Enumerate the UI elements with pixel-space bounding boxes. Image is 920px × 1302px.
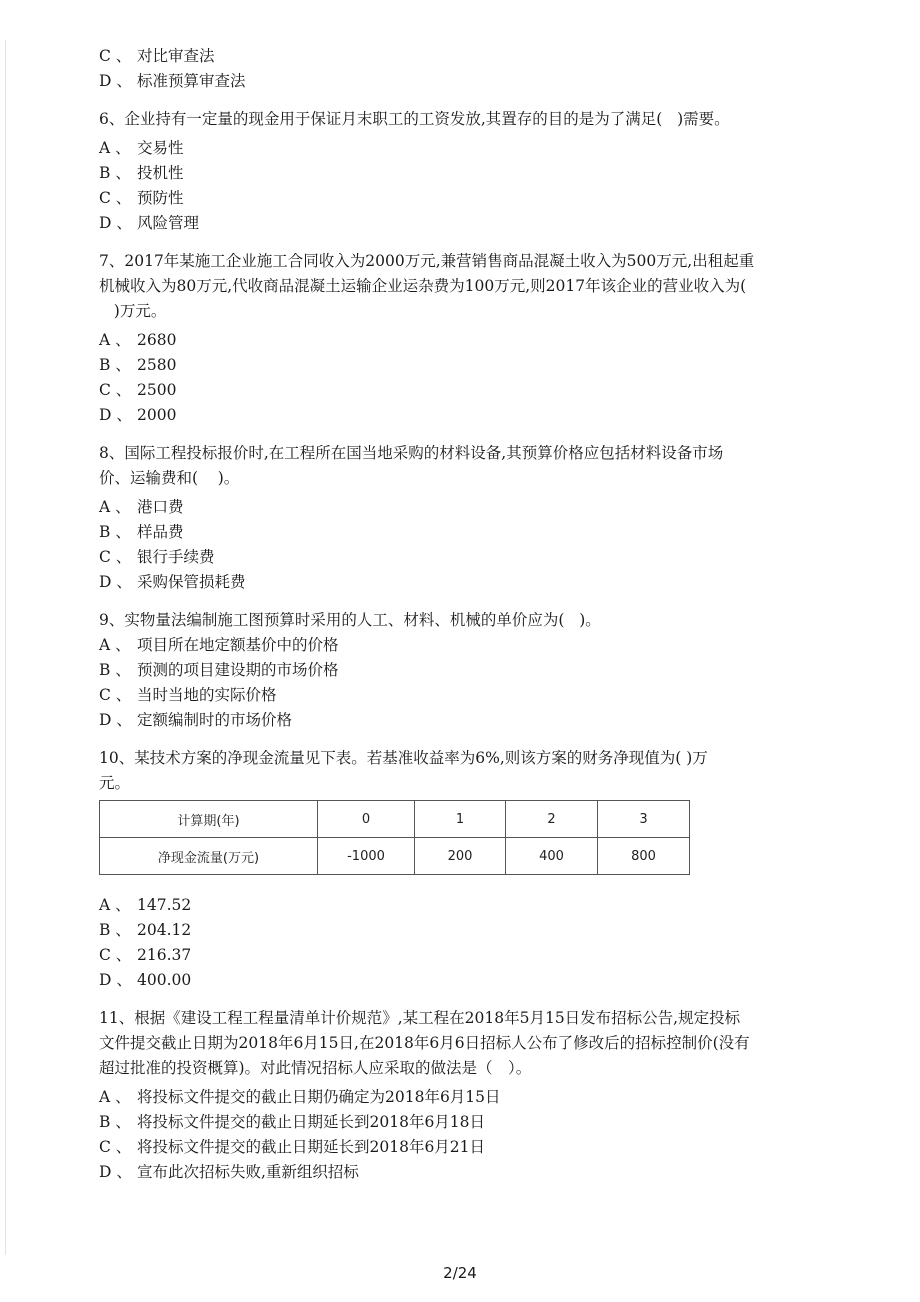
option-d: D 、 标准预算审查法 <box>99 72 246 90</box>
q9-option-c: C 、 当时当地的实际价格 <box>99 686 277 704</box>
page-number: 2/24 <box>443 1264 477 1282</box>
q6-option-a: A 、 交易性 <box>99 139 184 157</box>
q9-option-a: A 、 项目所在地定额基价中的价格 <box>99 636 339 654</box>
table-cell: 净现金流量(万元) <box>100 838 318 875</box>
question-9-stem: 9、实物量法编制施工图预算时采用的人工、材料、机械的单价应为( )。 <box>99 611 601 629</box>
table-row <box>100 838 690 875</box>
q10-option-c: C 、 216.37 <box>99 946 192 964</box>
q7-option-b: B 、 2580 <box>99 356 177 374</box>
table-cell: 200 <box>415 838 506 875</box>
question-7-stem: 7、2017年某施工企业施工合同收入为2000万元,兼营销售商品混凝土收入为500万元,出租起重 机械收入为80万元,代收商品混凝土运输企业运杂费为100万元,则2017年该企业的营业收入为( )万元。 <box>99 252 755 320</box>
q9-option-b: B 、 预测的项目建设期的市场价格 <box>99 661 339 679</box>
q6-option-d: D 、 风险管理 <box>99 214 200 232</box>
q8-option-b: B 、 样品费 <box>99 523 184 541</box>
table-cell: 1 <box>415 801 506 838</box>
page-left-border <box>5 40 6 1255</box>
table-cell: 400 <box>506 838 598 875</box>
cash-flow-table-wrapper <box>99 800 819 875</box>
q7-option-c: C 、 2500 <box>99 381 177 399</box>
q11-option-a: A 、 将投标文件提交的截止日期仍确定为2018年6月15日 <box>99 1088 501 1106</box>
question-10-stem: 10、某技术方案的净现金流量见下表。若基准收益率为6%,则该方案的财务净现值为( )万 元。 <box>99 749 708 792</box>
q9-option-d: D 、 定额编制时的市场价格 <box>99 711 293 729</box>
table-cell: 800 <box>598 838 690 875</box>
table-cell: 3 <box>598 801 690 838</box>
q8-option-d: D 、 采购保管损耗费 <box>99 573 246 591</box>
question-8-stem: 8、国际工程投标报价时,在工程所在国当地采购的材料设备,其预算价格应包括材料设备市场 价、运输费和( )。 <box>99 444 724 487</box>
table-cell: 0 <box>318 801 415 838</box>
q6-option-c: C 、 预防性 <box>99 189 184 207</box>
document-page <box>99 44 819 1185</box>
q11-option-b: B 、 将投标文件提交的截止日期延长到2018年6月18日 <box>99 1113 486 1131</box>
question-6-stem: 6、企业持有一定量的现金用于保证月末职工的工资发放,其置存的目的是为了满足( )需要。 <box>99 110 730 128</box>
previous-question-options <box>99 44 819 94</box>
q11-option-d: D 、 宣布此次招标失败,重新组织招标 <box>99 1163 359 1181</box>
q10-option-a: A 、 147.52 <box>99 896 192 914</box>
q7-option-d: D 、 2000 <box>99 406 177 424</box>
q11-option-c: C 、 将投标文件提交的截止日期延长到2018年6月21日 <box>99 1138 486 1156</box>
q8-option-c: C 、 银行手续费 <box>99 548 215 566</box>
table-cell: -1000 <box>318 838 415 875</box>
table-cell: 2 <box>506 801 598 838</box>
cash-flow-table <box>99 800 690 875</box>
q10-option-b: B 、 204.12 <box>99 921 192 939</box>
q8-option-a: A 、 港口费 <box>99 498 184 516</box>
table-header-row <box>100 801 690 838</box>
question-11-stem: 11、根据《建设工程工程量清单计价规范》,某工程在2018年5月15日发布招标公告,规定投标 文件提交截止日期为2018年6月15日,在2018年6月6日招标人公布了修改后的招标控制价(没有 超过批准的投资概算)。对此情况招标人应采取的做法是（ ）。 <box>99 1009 750 1077</box>
q10-option-d: D 、 400.00 <box>99 971 192 989</box>
option-c: C 、 对比审查法 <box>99 47 215 65</box>
q7-option-a: A 、 2680 <box>99 331 177 349</box>
q6-option-b: B 、 投机性 <box>99 164 184 182</box>
table-cell: 计算期(年) <box>100 801 318 838</box>
